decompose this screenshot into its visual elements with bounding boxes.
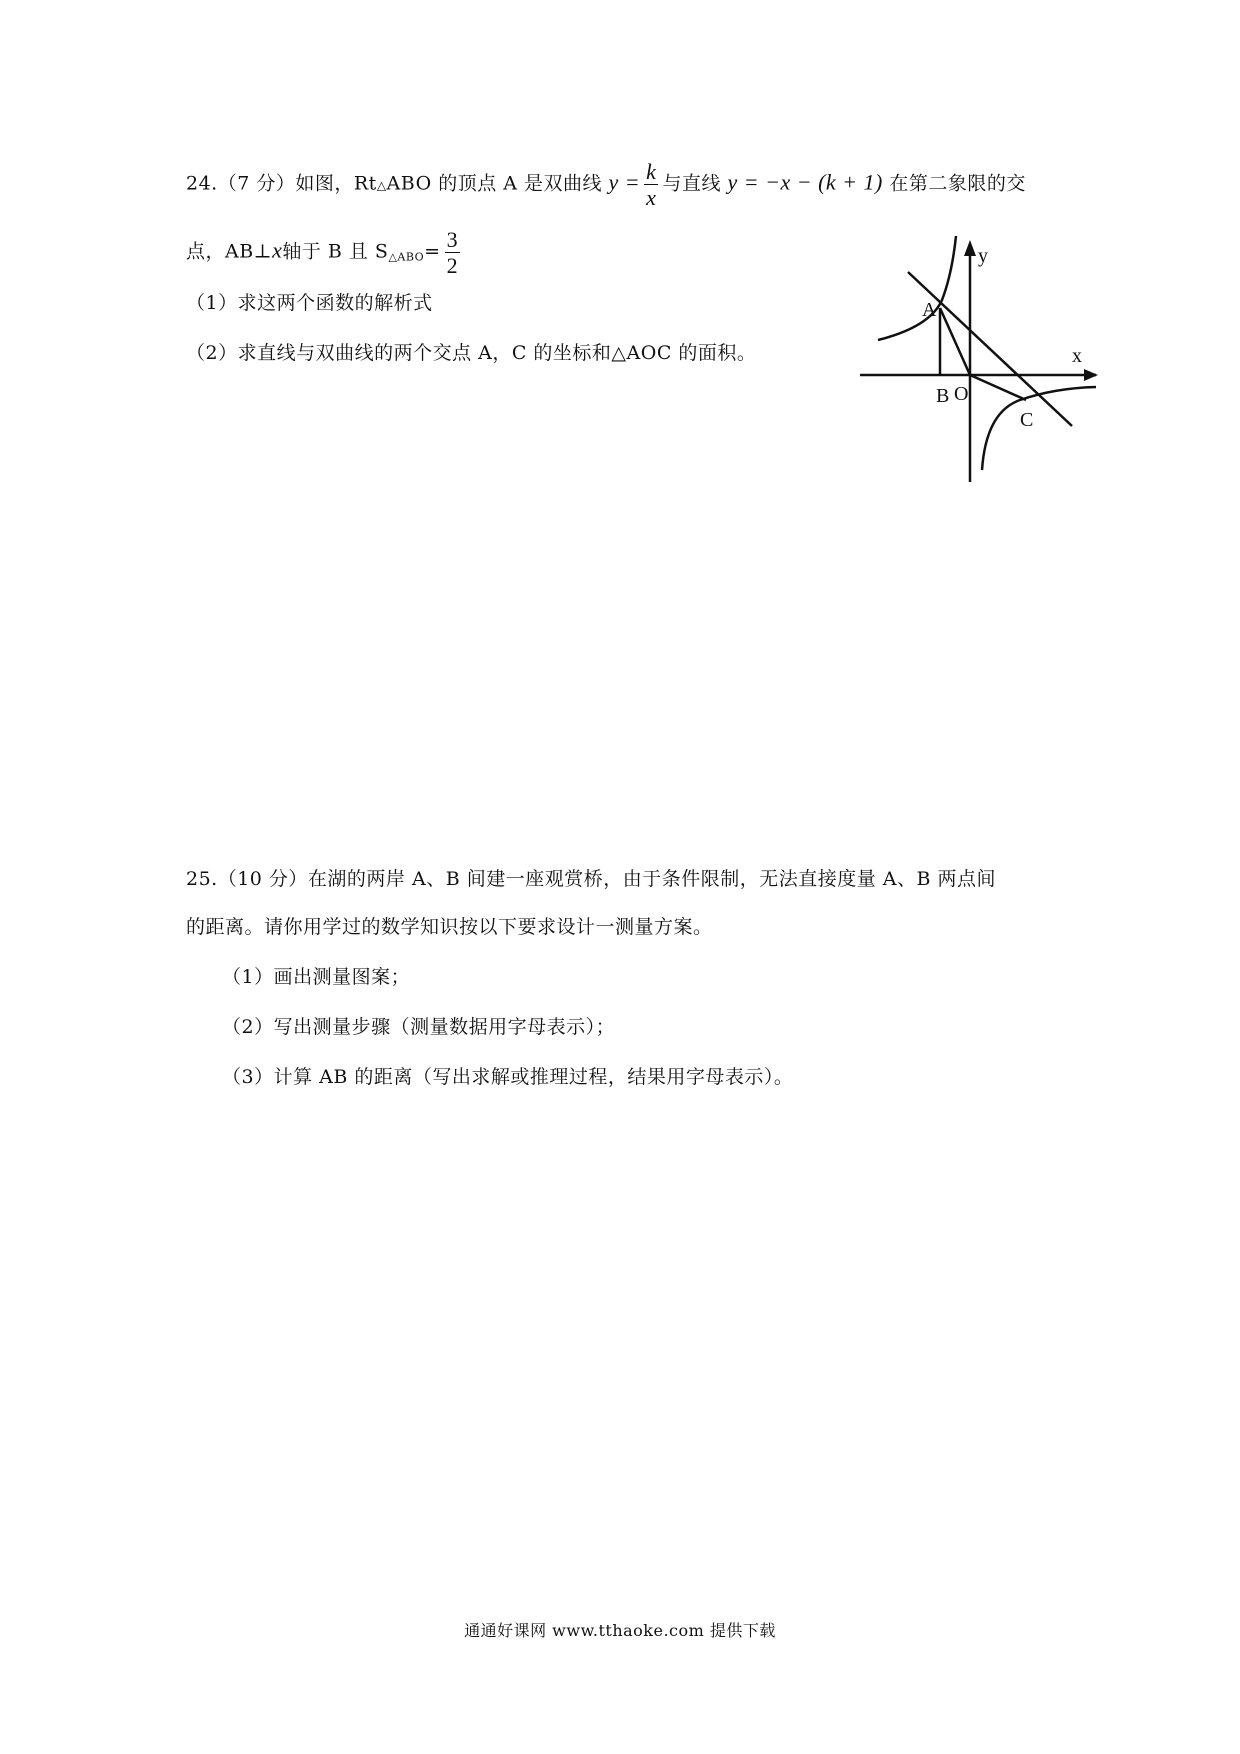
- label-a: A: [922, 299, 937, 321]
- q25-line2: 的距离。请你用学过的数学知识按以下要求设计一测量方案。: [186, 916, 713, 938]
- q24-part1: （1）求这两个函数的解析式: [186, 292, 433, 314]
- q24-fraction-k-over-x: [644, 160, 658, 209]
- x-axis-arrow-icon: [1084, 369, 1098, 381]
- q24-area-subscript: △ABO: [388, 250, 425, 264]
- q24-triangle-symbol: △: [376, 178, 387, 193]
- q25-part2: （2）写出测量步骤（测量数据用字母表示）；: [222, 1016, 616, 1038]
- q24-frac-numerator: k: [646, 159, 657, 184]
- q24-points: （7 分）: [217, 172, 296, 195]
- q24-area-numerator: 3: [446, 227, 459, 252]
- q24-line2: [186, 228, 464, 277]
- footer-text: 通通好课网 www.tthaoke.com 提供下载: [464, 1621, 776, 1640]
- q24-text1: 如图，Rt: [295, 172, 377, 195]
- label-o: O: [954, 383, 969, 405]
- segment-ao: [940, 308, 970, 375]
- label-x: x: [1072, 345, 1082, 367]
- q24-line2-x: x: [272, 237, 283, 263]
- q24-y-eq: y =: [608, 169, 641, 195]
- q24-line-equation: y = −x − (k + 1): [727, 169, 883, 195]
- q24-frac-denominator: x: [646, 185, 657, 211]
- q25-line1: 25.（10 分）在湖的两岸 A、B 间建一座观赏桥，由于条件限制，无法直接度量 A、B 两点间: [186, 868, 996, 890]
- q24-line2-text2: 轴于 B 且 S: [282, 240, 389, 263]
- hyperbola-branch-lower: [982, 387, 1096, 470]
- q24-area-denominator: 2: [446, 253, 459, 279]
- q24-text4: 在第二象限的交: [889, 172, 1026, 195]
- segment-oc: [970, 375, 1026, 400]
- label-b: B: [936, 385, 950, 407]
- y-axis-arrow-icon: [964, 240, 976, 256]
- hyperbola-branch-upper: [878, 236, 956, 340]
- label-c: C: [1020, 409, 1034, 431]
- q24-part2: （2）求直线与双曲线的两个交点 A，C 的坐标和△AOC 的面积。: [186, 342, 757, 364]
- q24-equals: =: [424, 240, 441, 263]
- q24-line2-text1: 点，AB⊥: [186, 240, 273, 263]
- q24-line1: [186, 160, 1026, 209]
- q25-part1: （1）画出测量图案；: [222, 966, 411, 988]
- label-y: y: [978, 245, 988, 267]
- q24-text2: ABO 的顶点 A 是双曲线: [386, 172, 602, 195]
- q24-area-fraction: [445, 228, 461, 277]
- q24-text3: 与直线: [662, 172, 721, 195]
- straight-line: [908, 272, 1072, 426]
- q24-figure: [860, 232, 1100, 482]
- q25-part3: （3）计算 AB 的距离（写出求解或推理过程，结果用字母表示）。: [222, 1066, 794, 1088]
- q24-number: 24.: [186, 172, 218, 195]
